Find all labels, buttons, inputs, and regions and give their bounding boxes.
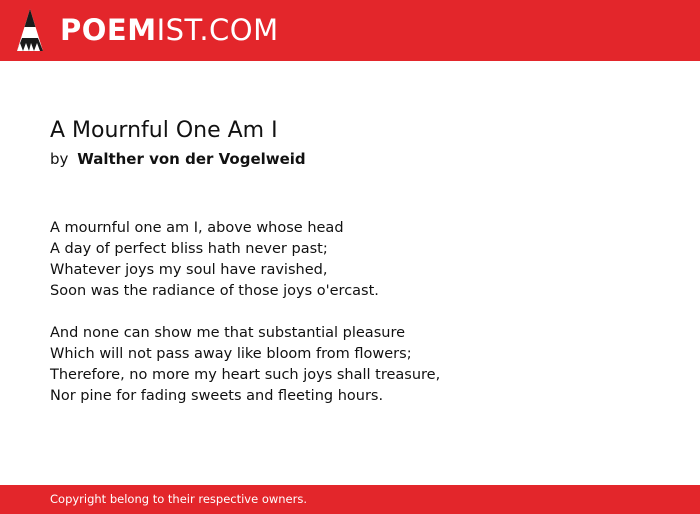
poem-line: Whatever joys my soul have ravished, (50, 262, 328, 278)
stanza-1 (50, 218, 650, 302)
poem-body (50, 218, 650, 407)
poem-title: A Mournful One Am I (50, 118, 278, 143)
stanza-2 (50, 323, 650, 407)
by-label: by (50, 150, 69, 168)
logo-text-light: IST.COM (156, 13, 279, 47)
poem-line: And none can show me that substantial pleasure (50, 325, 406, 341)
poem-line: Which will not pass away like bloom from flowers; (50, 346, 412, 362)
site-logo-text (60, 8, 279, 52)
poem-line: A day of perfect bliss hath never past; (50, 241, 328, 257)
poem-line: A mournful one am I, above whose head (50, 220, 344, 236)
logo-text-strong: POEM (60, 13, 157, 47)
copyright-text: Copyright belong to their respective owners. (50, 492, 308, 506)
poem-line: Nor pine for fading sweets and fleeting hours. (50, 388, 384, 404)
poem-line: Soon was the radiance of those joys o'ercast. (50, 283, 379, 299)
pencil-tip-icon (16, 8, 44, 52)
poem-line: Therefore, no more my heart such joys shall treasure, (50, 367, 441, 383)
site-footer (0, 485, 700, 514)
site-header (0, 0, 700, 61)
site-logo-link[interactable] (16, 8, 279, 52)
poem-content (50, 116, 650, 428)
poem-byline (50, 148, 650, 170)
author-name: Walther von der Vogelweid (77, 150, 306, 168)
